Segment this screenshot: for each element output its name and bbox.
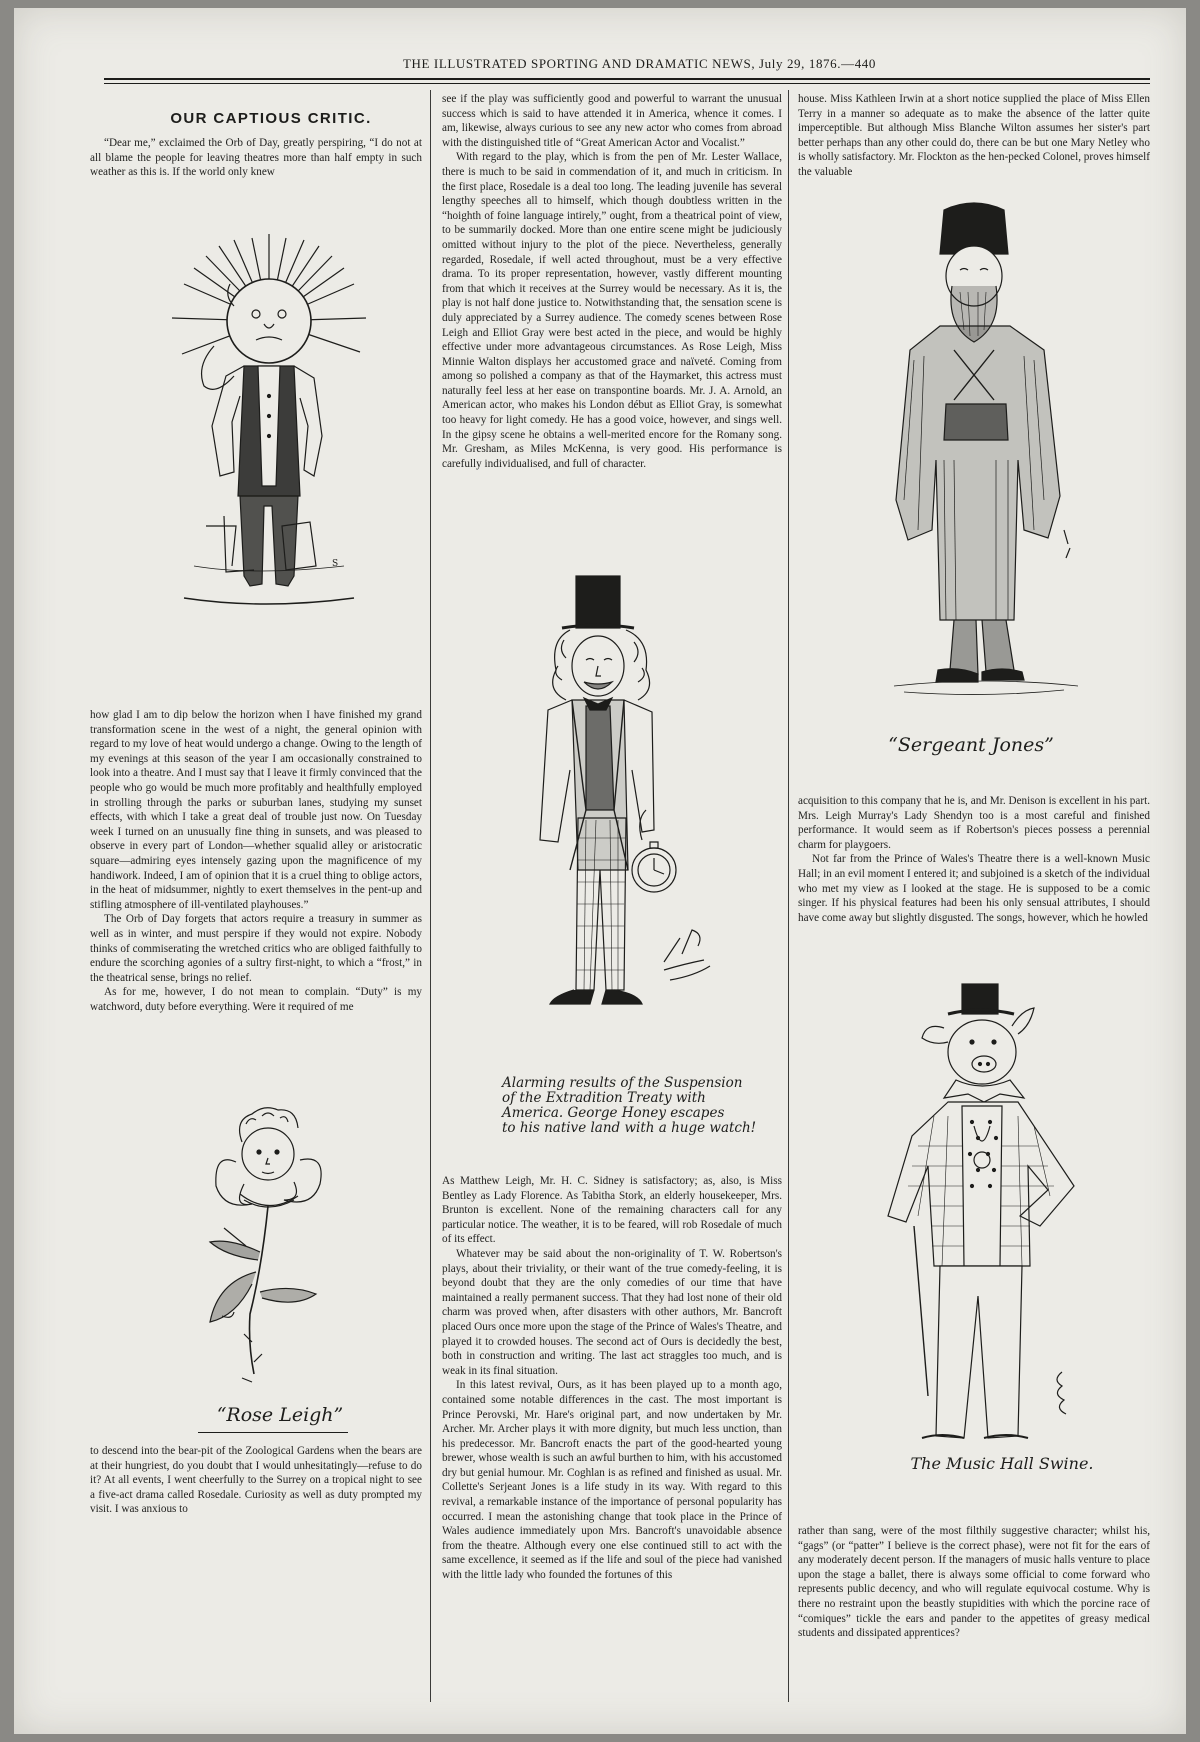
paragraph: see if the play was sufficiently good and powerful to warrant the unusual success which is said to have attended it in America, whence it comes. I am, likewise, always curious to see any new actor who comes from abroad with the distinguished title of “Great American Actor and Vocalist.”: [442, 93, 782, 149]
paragraph: rather than sang, were of the most filthily suggestive character; whilst his, “gags” (or “patter” I believe is the correct phase), were not fit for the ears of any moderately decent person. If the managers of music halls venture to place upon the stage a ballet, there is always some official to come forward who represents public decency, and who will regulate equivocal costume. Why is there no restraint upon the beastly stupidities with which the porcine race of “comiques” tickle the ears and pander to the appetites of greasy medical students and dissipated apprentices?: [798, 1525, 1150, 1640]
col3-top: [798, 92, 1150, 180]
music-hall-swine-sketch: [878, 976, 1108, 1456]
paragraph: to descend into the bear-pit of the Zoological Gardens when the bears are at their hungriest, do you doubt that I would unhesitatingly—refuse to do it? At all events, I went cheerfully to the Surrey on a tropical night to see a five-act drama called Rosedale. Curiosity as well as duty prompted my visit. I was anxious to: [90, 1445, 422, 1516]
caption-line: of the Extradition Treaty with: [502, 1090, 706, 1106]
svg-text:S: S: [332, 559, 339, 569]
paragraph: house. Miss Kathleen Irwin at a short notice supplied the place of Miss Ellen Terry in a manner so adequate as to make the absence of the latter quite imperceptible. But although Miss Blanche Wilton assumes her sister's part better perhaps than any other could do, there can be but one Mary Netley who is wholly satisfactory. Mr. Flockton as the hen-pecked Colonel, proves himself the valuable: [798, 93, 1150, 178]
caption-line: Alarming results of the Suspension: [502, 1075, 743, 1091]
paragraph: how glad I am to dip below the horizon when I have finished my grand transformation scene in the west of a night, the general opinion with regard to my love of heat would undergo a change. Owing to the length of my evenings at this season of the year I am occasionally constrained to look into a theatre. And I must say that I leave it firmly convinced that the people who go would be much more profitably and healthfully employed in strolling through the parks or suburban lanes, studying my sunset effects, with which I take a great deal of trouble just now. On Tuesday week I turned on an unusually fine thing in sunsets, and was pleased to observe in every part of London—whether squalid alley or aristocratic square—admiring eyes intensely gazing upon the magnificence of my handiwork. Indeed, I am of opinion that it is a cruel thing to oblige actors, in the heat of midsummer, nightly to exert themselves in the pent-up and stifling atmosphere of ill-ventilated playhouses.”: [90, 709, 422, 911]
col2-bottom: [442, 1174, 782, 1583]
col3-bottom: [798, 1524, 1150, 1641]
george-honey-sketch: [514, 570, 724, 1060]
masthead-rule: [104, 78, 1150, 80]
paragraph: The Orb of Day forgets that actors require a treasury in summer as well as in winter, and must perspire if they would not expire. Nobody thinks of commiserating the wretched critics who are obliged faithfully to endure the scorching agonies of a sultry first-night, to which a “frost,” in the theatrical sense, brings no relief.: [90, 913, 422, 984]
paragraph: Whatever may be said about the non-originality of T. W. Robertson's plays, about their triviality, or their want of the true comedy-feeling, it is beyond doubt that they are the only comedies of our time that have maintained a really permanent success. That they had lost none of their old charm was proved when, after disasters with other authors, Mr. Bancroft placed Ours once more upon the stage of the Prince of Wales's Theatre, and played it to crowded houses. The second act of Ours is decidedly the best, both in construction and writing. The last act straggles too much, and is weak in its final situation.: [442, 1247, 782, 1377]
caption-line: to his native land with a huge watch!: [502, 1120, 757, 1136]
newspaper-page: [14, 8, 1186, 1734]
masthead-rule-thin: [104, 83, 1150, 84]
george-honey-caption: [502, 1076, 792, 1136]
music-hall-swine-caption: The Music Hall Swine.: [910, 1454, 1094, 1473]
col3-middle: [798, 794, 1150, 925]
sergeant-jones-sketch: [874, 200, 1094, 730]
column-divider-2: [788, 90, 789, 1702]
paragraph: With regard to the play, which is from the pen of Mr. Lester Wallace, there is much to be said in commendation of it, and much in criticism. In the first place, Rosedale is a deal too long. The leading juvenile has several lengthy speeches all to himself, which though doubtless written in the “hoighth of foine language intirely,” ought, from a theatrical point of view, to be summarily docked. More than one entire scene might be judiciously omitted without injury to the plot of the piece. Nevertheless, generally regarded, Rosedale, if well acted throughout, must be a very effective drama. To its proper representation, however, vastly different mounting from that which it receives at the Surrey would be necessary. As it is, the play is not half done justice to. Notwithstanding that, the sensation scene is duly appreciated by a Surrey audience. The comedy scenes between Rose Leigh and Elliot Gray were best acted in the piece, and would be highly effective under more advantageous circumstances. As Rose Leigh, Miss Minnie Walton displays her accustomed grace and naïveté. Coming from among so polished a company as that of the Haymarket, this actress must naturally feel less at her ease on transpontine boards. Mr. J. A. Arnold, an American actor, who makes his London début as Elliot Gray, is somewhat too heavy for light comedy. He has a good voice, however, and sings well. In the gipsy scene he obtains a well-merited encore for the Romany song. Mr. Gresham, as Miles McKenna, is very good. His performance is carefully individualised, and full of character.: [442, 151, 782, 470]
rose-leigh-caption: “Rose Leigh”: [216, 1404, 344, 1426]
article-title: OUR CAPTIOUS CRITIC.: [170, 110, 372, 127]
caption-underline: [198, 1432, 348, 1433]
masthead: THE ILLUSTRATED SPORTING AND DRAMATIC NEWS, July 29, 1876.—440: [402, 56, 876, 71]
paragraph: As for me, however, I do not mean to complain. “Duty” is my watchword, duty before everything. Were it required of me: [90, 986, 422, 1013]
paragraph: acquisition to this company that he is, and Mr. Denison is excellent in his part. Mrs. Leigh Murray's Lady Shendyn too is a most careful and finished performance. It would seem as if Robertson's pieces possess a perennial charm for playgoers.: [798, 795, 1150, 851]
sun-faced-man-sketch: [164, 226, 374, 672]
paragraph: “Dear me,” exclaimed the Orb of Day, greatly perspiring, “I do not at all blame the people for leaving theatres more than half empty in such weather as this is. If the world only knew: [90, 137, 422, 179]
caption-line: America. George Honey escapes: [502, 1105, 725, 1121]
paragraph: Not far from the Prince of Wales's Theatre there is a well-known Music Hall; in an evil moment I entered it; and subjoined is a sketch of the individual who met my view as I looked at the stage. He is supposed to be a comic singer. If his physical features had been his only sensual attributes, I should have come away but slightly disgusted. The songs, however, which he howled: [798, 853, 1151, 924]
rose-leigh-sketch: [164, 1102, 374, 1402]
col2-top: [442, 92, 782, 471]
sergeant-jones-caption: “Sergeant Jones”: [888, 734, 1054, 756]
paragraph: As Matthew Leigh, Mr. H. C. Sidney is satisfactory; as, also, is Miss Bentley as Lady Florence. As Tabitha Stork, an elderly housekeeper, Mrs. Brunton is excellent. None of the remaining characters call for any particular notice. The weather, it is to be feared, will rob Rosedale of much of its effect.: [442, 1175, 782, 1246]
col1-bottom: [90, 1444, 422, 1517]
col1-intro: [90, 136, 422, 180]
paragraph: In this latest revival, Ours, as it has been played up to a month ago, contained some notable differences in the cast. The most important is Prince Perovski, Mr. Hare's original part, and now undertaken by Mr. Archer. Mr. Archer plays it with more dignity, but much less unction, than his predecessor. Mr. Bancroft enacts the part of the good-hearted young brewer, whose wealth is such an awful burthen to him, with his accustomed dry but genial humour. Mr. Coghlan is as refined and finished as usual. Mr. Collette's Serjeant Jones is a life study in its way. With regard to this revival, a remarkable instance of the importance of personal popularity has occurred. I mean the astonishing change that took place in the Prince of Wales audience immediately upon Mrs. Bancroft's unavoidable absence from the theatre. Although every one else continued still to act with the same excellence, it seemed as if the life and soul of the piece had vanished with the little lady who founded the fortunes of this: [442, 1379, 782, 1582]
col1-middle: [90, 708, 422, 1014]
column-divider-1: [430, 90, 431, 1702]
